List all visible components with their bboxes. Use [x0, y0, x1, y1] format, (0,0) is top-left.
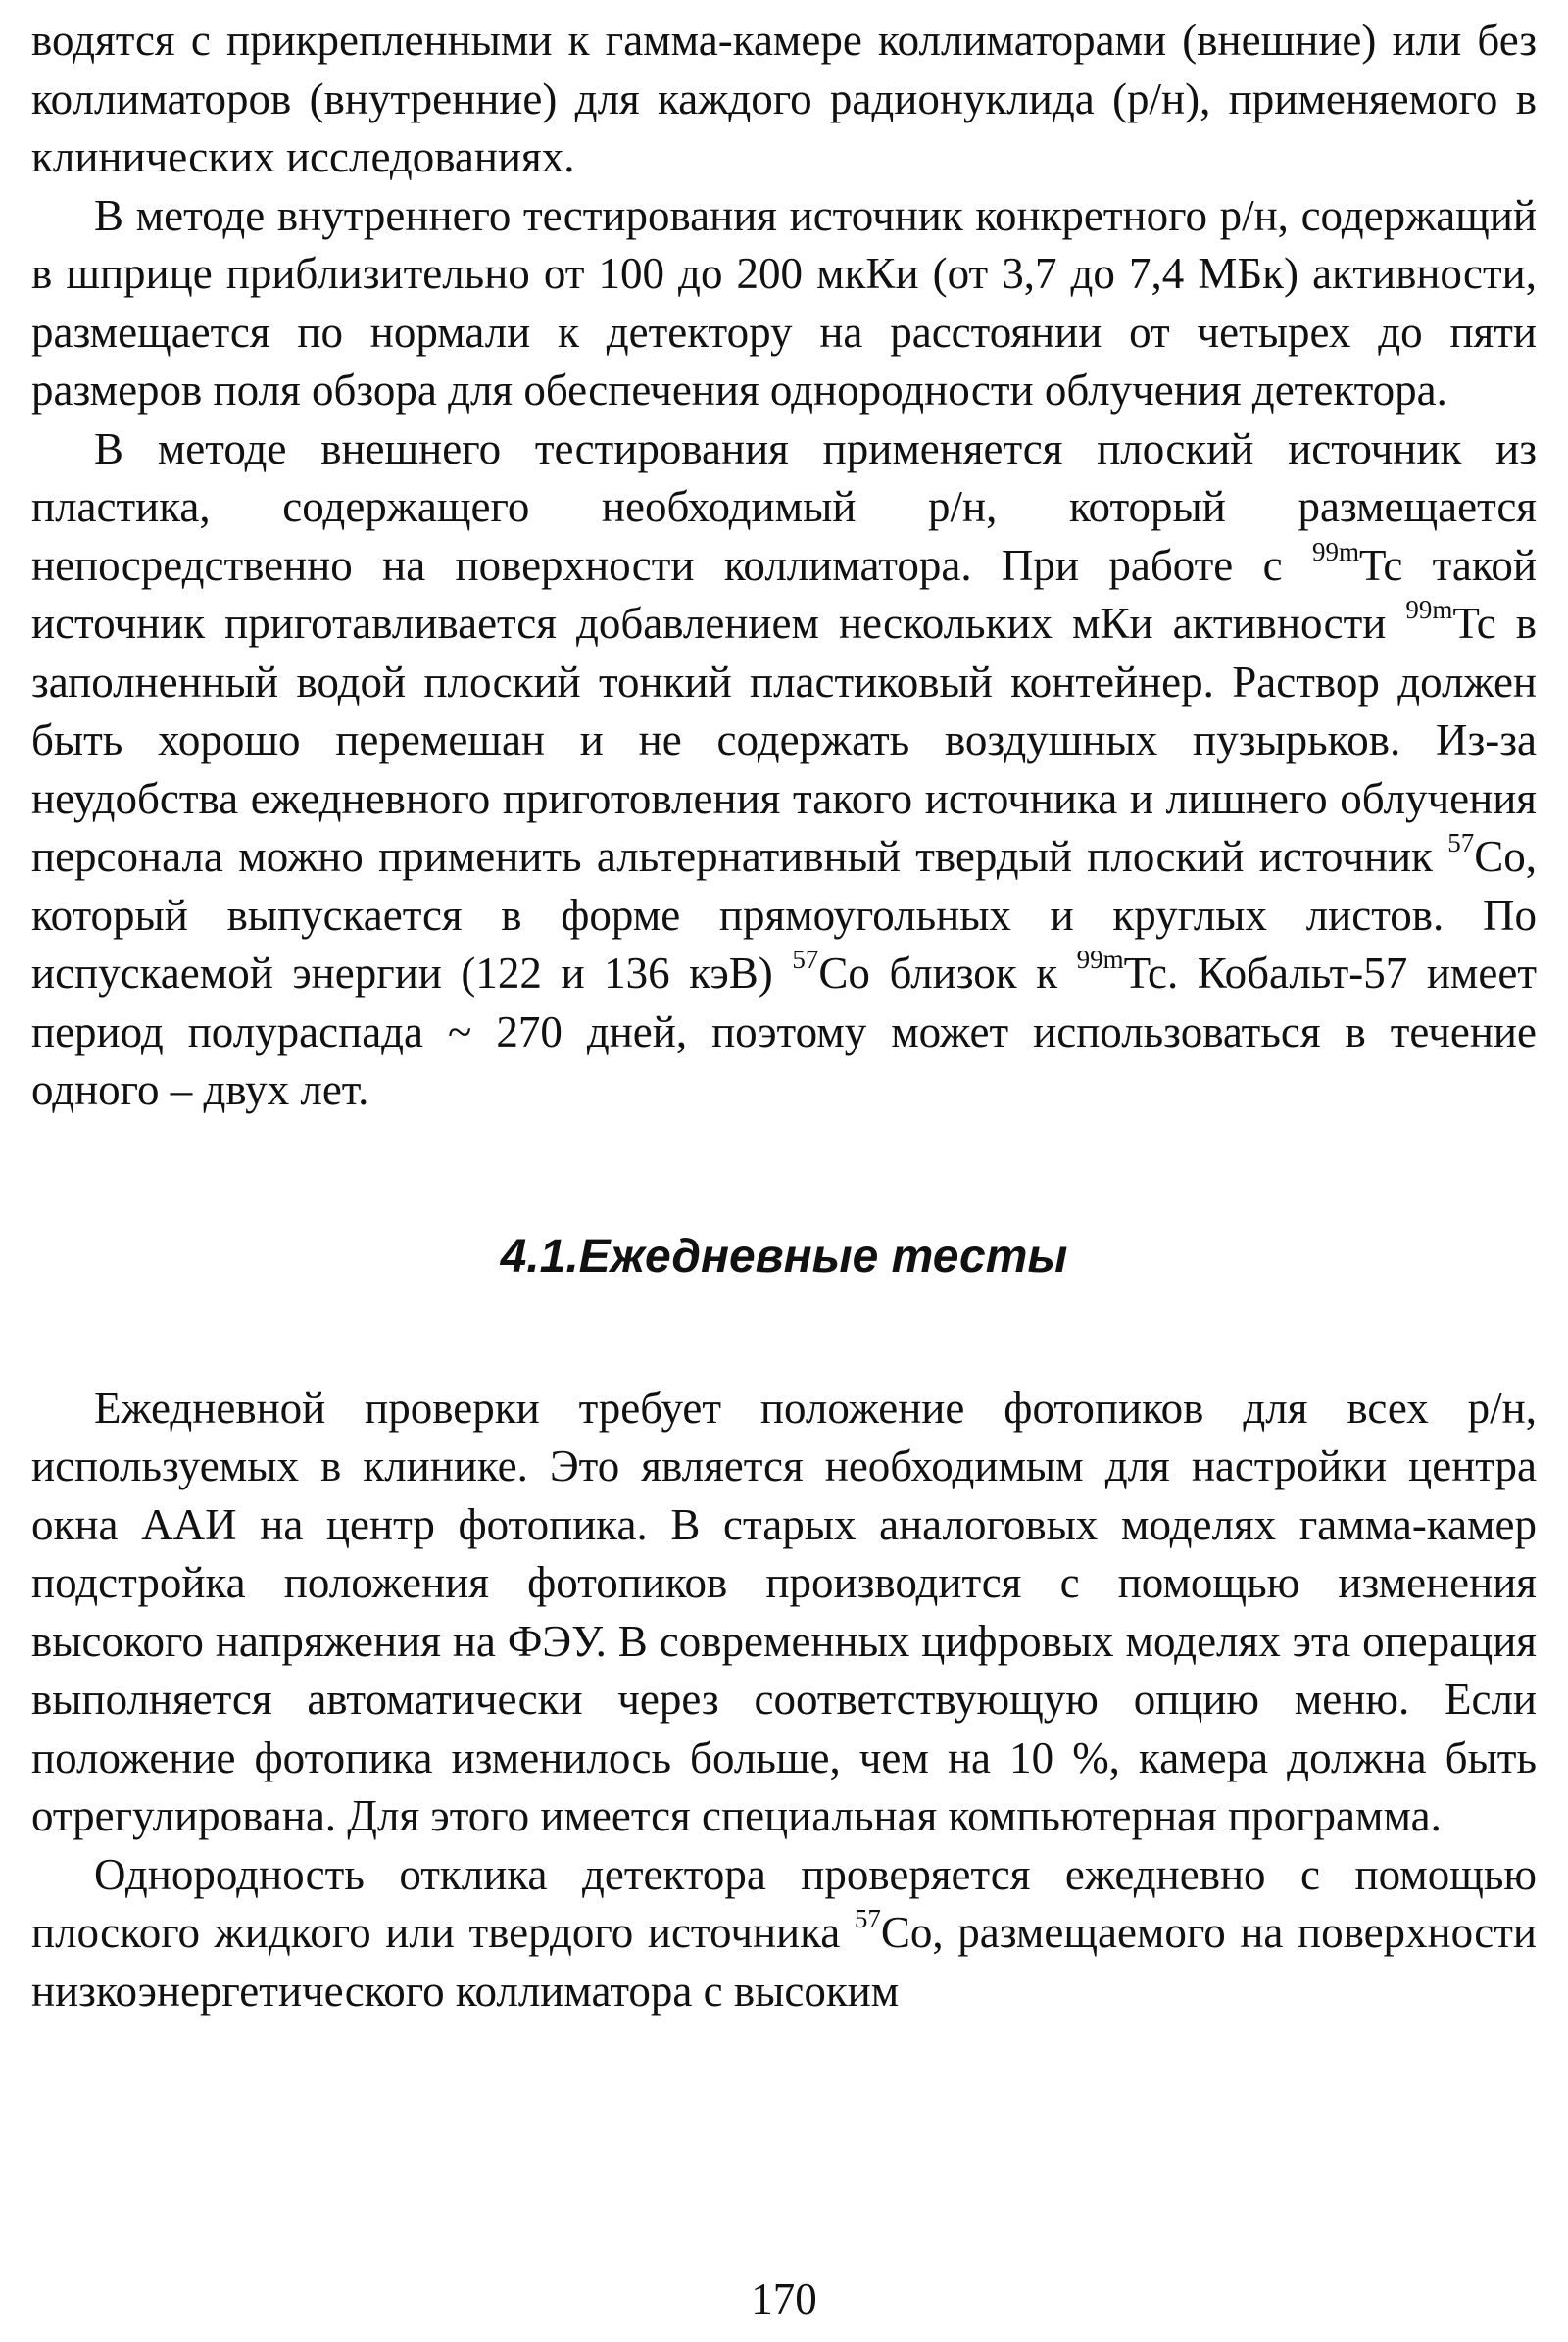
text-run: Co, размещаемого на поверхности низкоэнергетического коллиматора с высоким [31, 1908, 1537, 2016]
isotope-mass-number: 99m [1311, 536, 1359, 566]
text-run: В методе внешнего тестирования применяется плоский источник из пластика, содержащего необходимый р/н, который размещается непосредственно на поверхности коллиматора. При работе с [31, 423, 1537, 590]
text-run: Однородность отклика детектора проверяется ежедневно с помощью плоского жидкого или твердого источника [31, 1849, 1537, 1957]
paragraph-p3 [31, 420, 1537, 1120]
text-run: Ежедневной проверки требует положение фотопиков для всех р/н, используемых в клинике. Это является необходимым для настройки центра окна ААИ на центр фотопика. В старых аналоговых моделях гамма-камер подстройка положения фотопиков производится с помощью изменения высокого напряжения на ФЭУ. В современных цифровых моделях эта операция выполняется автоматически через соответствующую опцию меню. Если положение фотопика изменилось больше, чем на 10 %, камера должна быть отрегулирована. Для этого имеется специальная компьютерная программа. [31, 1383, 1537, 1840]
paragraph-p1 [31, 12, 1537, 187]
text-run: Co близок к [818, 949, 1077, 998]
body-text-top [31, 12, 1537, 1120]
text-run: Co, который выпускается в форме прямоугольных и круглых листов. По испускаемой энергии (122 и 136 кэВ) [31, 832, 1537, 998]
paragraph-p5 [31, 1846, 1537, 2022]
text-run: Tc в заполненный водой плоский тонкий пластиковый контейнер. Раствор должен быть хорошо перемешан и не содержать воздушных пузырьков. Из-за неудобства ежедневного приготовления такого источника и лишнего облучения персонала можно применить альтернативный твердый плоский источник [31, 599, 1537, 881]
document-page [31, 12, 1537, 2021]
text-run: Tc такой источник приготавливается добавлением нескольких мКи активности [31, 540, 1537, 648]
text-run: В методе внутреннего тестирования источник конкретного р/н, содержащий в шприце приблизительно от 100 до 200 мкКи (от 3,7 до 7,4 МБк) активности, размещается по нормали к детектору на расстоянии от четырех до пяти размеров поля обзора для обеспечения однородности облучения детектора. [31, 190, 1537, 415]
paragraph-p4 [31, 1380, 1537, 1846]
section-heading: 4.1.Ежедневные тесты [500, 1230, 1068, 1283]
isotope-mass-number: 57 [854, 1904, 881, 1933]
body-text-bottom [31, 1380, 1537, 2022]
paragraph-p2 [31, 187, 1537, 420]
isotope-mass-number: 57 [792, 945, 819, 974]
isotope-mass-number: 99m [1076, 945, 1124, 974]
page-number: 170 [751, 2274, 817, 2323]
text-run: водятся с прикрепленными к гамма-камере коллиматорами (внешние) или без коллиматоров (внутренние) для каждого радионуклида (р/н), применяемого в клинических исследованиях. [31, 16, 1537, 181]
text-run: Tc. Кобальт-57 имеет период полураспада ~ 270 дней, поэтому может использоваться в течение одного – двух лет. [31, 949, 1537, 1114]
isotope-mass-number: 99m [1405, 595, 1453, 624]
isotope-mass-number: 57 [1447, 828, 1475, 857]
